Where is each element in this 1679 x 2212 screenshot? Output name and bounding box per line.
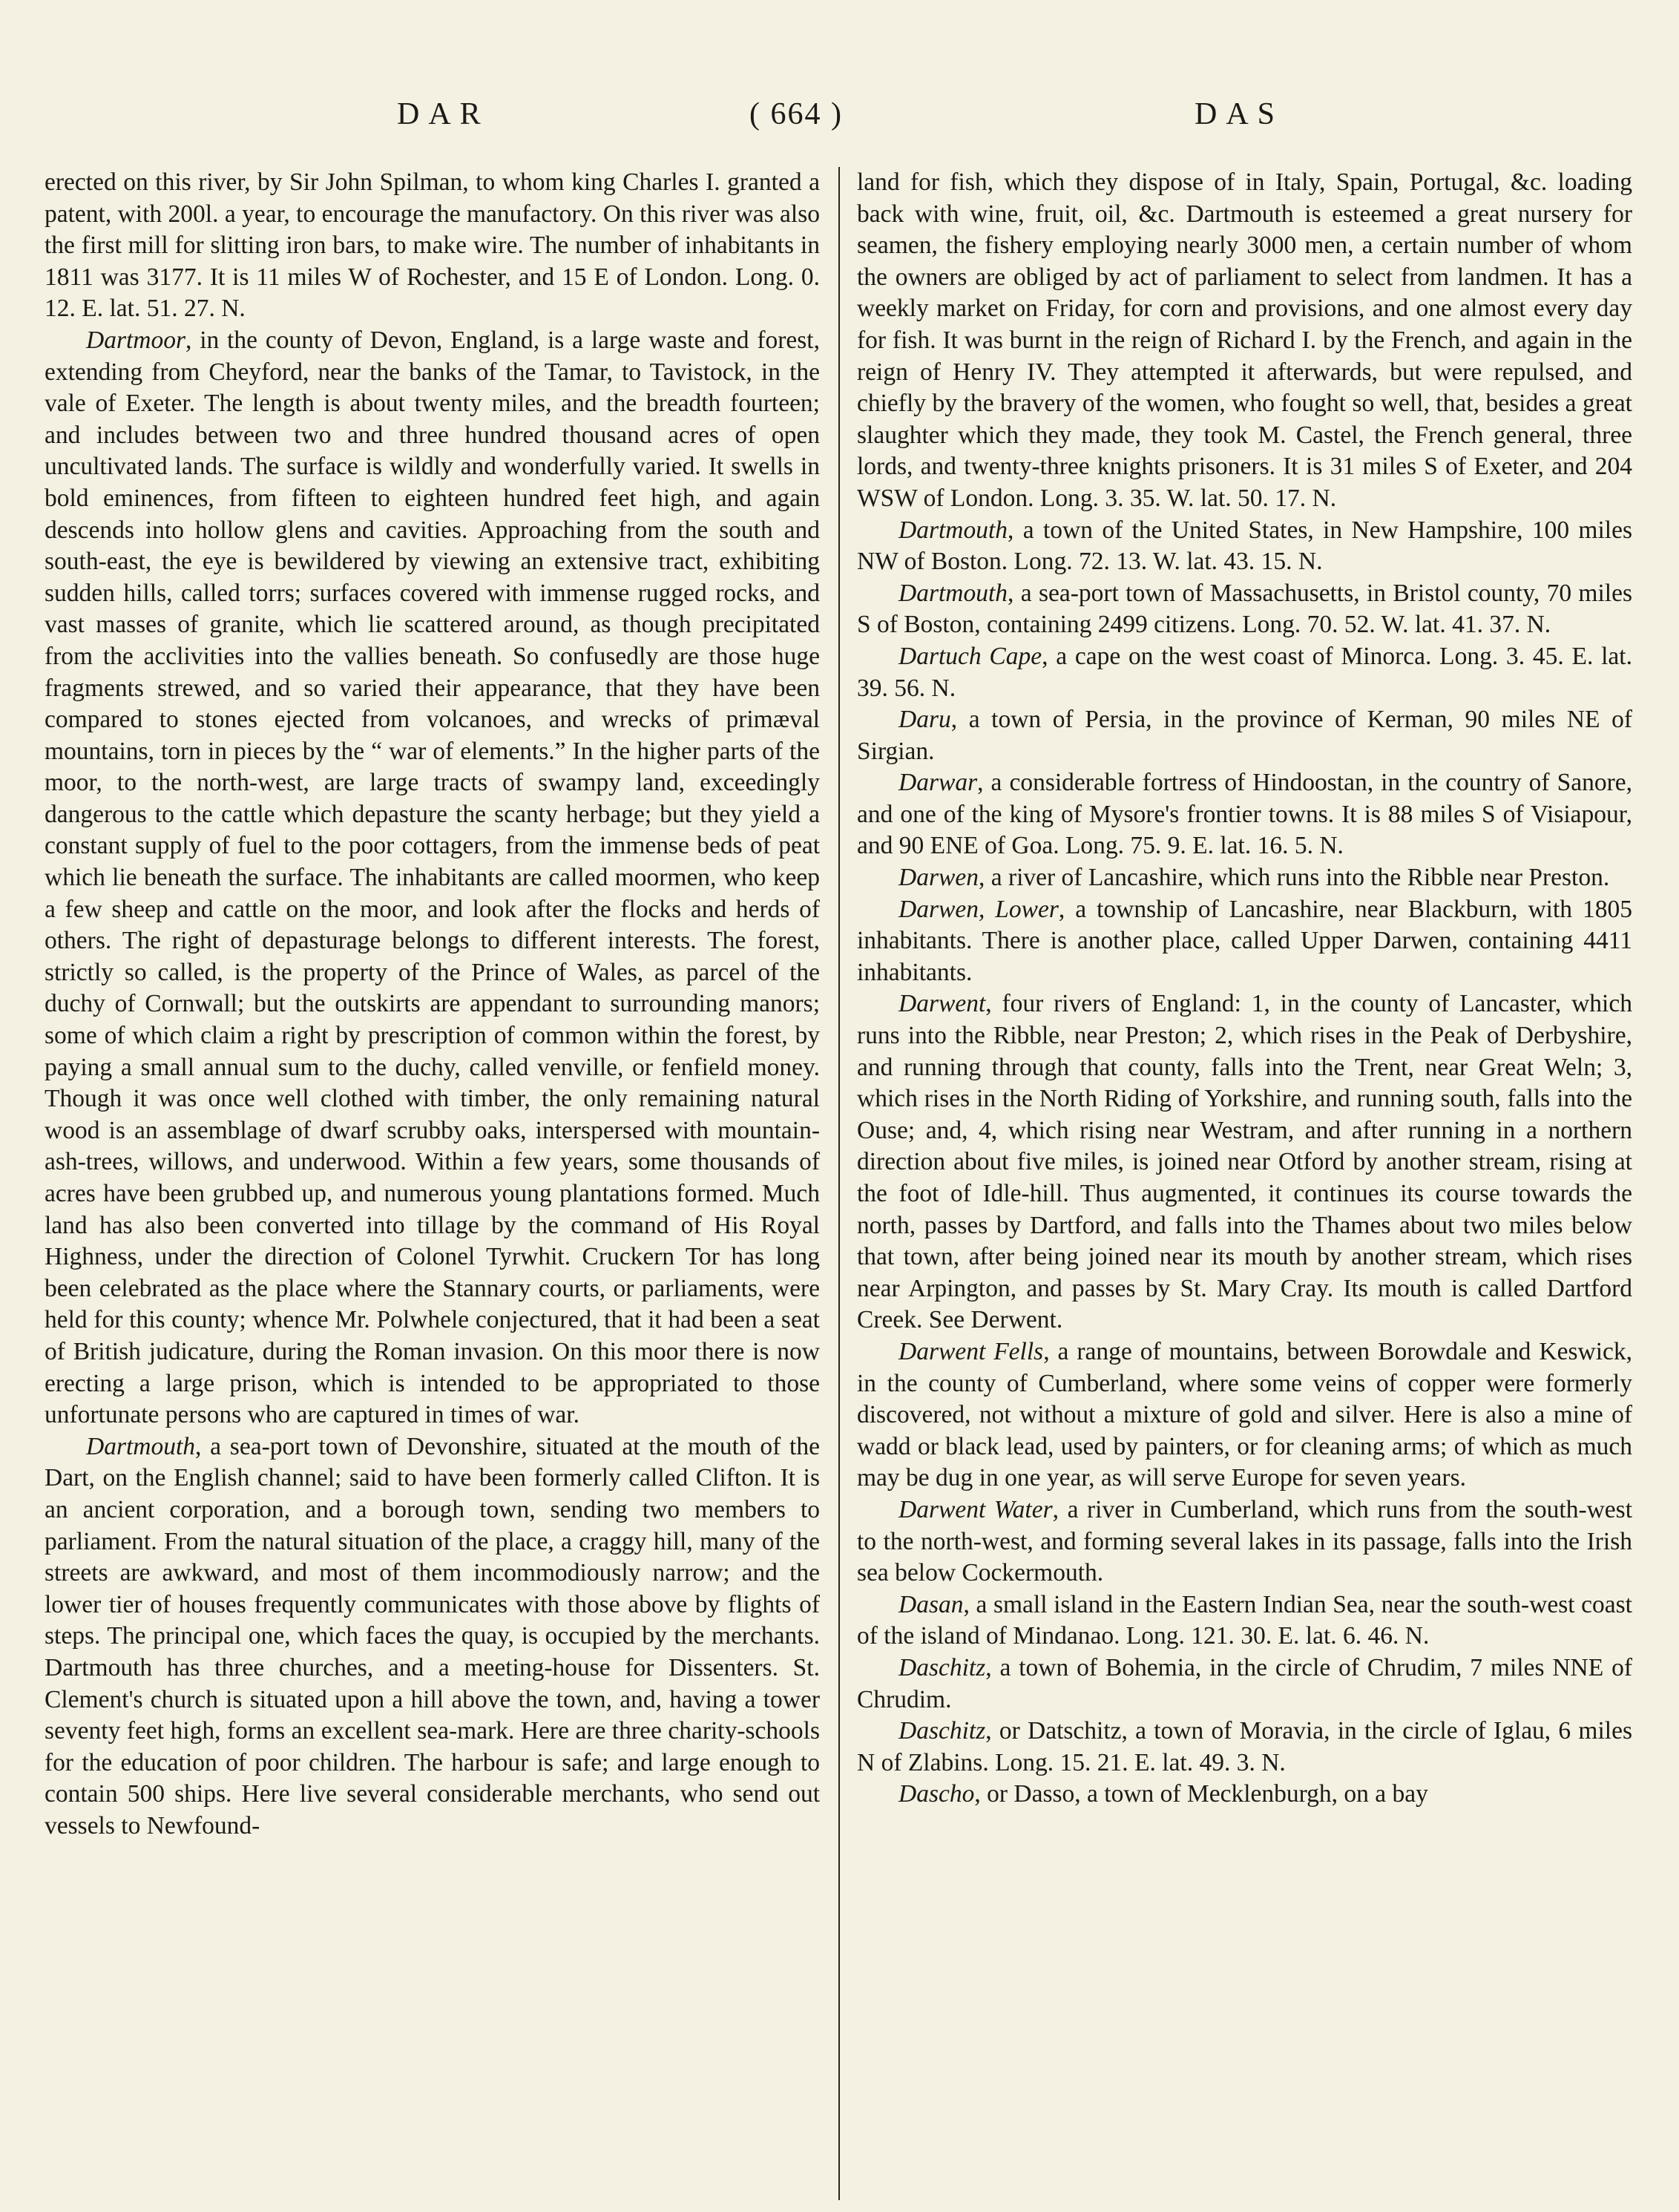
entry-text: , or Datschitz, a town of Moravia, in the circle of Iglau, 6 miles N of Zlabins. Long. 15. 21. E. lat. 49. 3. N.	[857, 1717, 1632, 1776]
dictionary-entry	[857, 1494, 1632, 1589]
entry-text: , a cape on the west coast of Minorca. Long. 3. 45. E. lat. 39. 56. N.	[857, 642, 1632, 702]
entry-text: , a township of Lancashire, near Blackburn, with 1805 inhabitants. There is another place, called Upper Darwen, containing 4411 inhabitants.	[857, 895, 1632, 986]
dictionary-entry	[45, 325, 820, 1431]
dictionary-entry	[857, 862, 1632, 894]
entry-headword: Darwent Fells	[898, 1337, 1044, 1365]
entry-headword: Dascho	[898, 1780, 975, 1808]
entry-headword: Darwen, Lower	[898, 895, 1059, 923]
page-number: ( 664 )	[749, 97, 843, 131]
entry-text: , a sea-port town of Devonshire, situated at the mouth of the Dart, on the English channel; said to have been formerly called Clifton. It is an ancient corporation, and a borough town, sending two members to parliament. From the natural situation of the place, a craggy hill, many of the streets are awkward, and most of them incommodiously narrow; and the lower tier of houses frequently communicates with those above by flights of steps. The principal one, which faces the quay, is occupied by the merchants. Dartmouth has three churches, and a meeting-house for Dissenters. St. Clement's church is situated upon a hill above the town, and, having a tower seventy feet high, forms an excellent sea-mark. Here are three charity-schools for the education of poor children. The harbour is safe; and large enough to contain 500 ships. Here live several considerable merchants, who send out vessels to Newfound-	[45, 1432, 820, 1839]
entry-headword: Daru	[898, 706, 951, 734]
entry-text: , a small island in the Eastern Indian Sea, near the south-west coast of the island of Mindanao. Long. 121. 30. E. lat. 6. 46. N.	[857, 1590, 1632, 1650]
entry-headword: Darwent	[898, 990, 986, 1018]
running-head	[0, 96, 1679, 141]
entry-text: , a town of the United States, in New Hampshire, 100 miles NW of Boston. Long. 72. 13. W. lat. 43. 15. N.	[857, 516, 1632, 576]
entry-text: , or Dasso, a town of Mecklenburgh, on a bay	[974, 1780, 1428, 1808]
entry-headword: Darwar	[898, 769, 978, 797]
dictionary-entry	[857, 167, 1632, 515]
dictionary-entry	[857, 1779, 1632, 1811]
entry-headword: Daschitz	[898, 1717, 986, 1745]
dictionary-entry	[857, 1653, 1632, 1716]
entry-headword: Dartmoor	[86, 326, 186, 354]
entry-text: , in the county of Devon, England, is a large waste and forest, extending from Cheyford, near the banks of the Tamar, to Tavistock, in the vale of Exeter. The length is about twenty miles, and the breadth fourteen; and includes between two and three hundred thousand acres of open uncultivated lands. The surface is wildly and wonderfully varied. It swells in bold eminences, from fifteen to eighteen hundred feet high, and again descends into hollow glens and cavities. Approaching from the south and south-east, the eye is bewildered by viewing an extensive tract, exhibiting sudden hills, called torrs; surfaces covered with immense rugged rocks, and vast masses of granite, which lie scattered around, as though precipitated from the acclivities into the vallies beneath. So confusedly are those huge fragments strewed, and so varied their appearance, that they have been compared to stones ejected from volcanoes, and wrecks of primæval mountains, torn in pieces by the “ war of elements.” In the higher parts of the moor, to the north-west, are large tracts of swampy land, exceedingly dangerous to the cattle which depasture the scanty herbage; but they yield a constant supply of fuel to the poor cottagers, from the immense beds of peat which lie beneath the surface. The inhabitants are called moormen, who keep a few sheep and cattle on the moor, and look after the flocks and herds of others. The right of depasturage belongs to different interests. The forest, strictly so called, is the property of the Prince of Wales, as parcel of the duchy of Cornwall; but the outskirts are appendant to surrounding manors; some of which claim a right by prescription of common within the forest, by paying a small annual sum to the duchy, called venville, or fenfield money. Though it was once well clothed with timber, the only remaining natural wood is an assemblage of dwarf scrubby oaks, interspersed with mountain-ash-trees, willows, and underwood. Within a few years, some thousands of acres have been grubbed up, and numerous young plantations formed. Much land has also been converted into tillage by the command of His Royal Highness, under the direction of Colonel Tyrwhit. Cruckern Tor has long been celebrated as the place where the Stannary courts, or parliaments, were held for this county; whence Mr. Polwhele conjectured, that it had been a seat of British judicature, during the Roman invasion. On this moor there is now erecting a large prison, which is intended to be appropriated to those unfortunate persons who are captured in times of war.	[45, 326, 820, 1429]
dictionary-entry	[857, 988, 1632, 1336]
entry-headword: Dartmouth	[898, 579, 1008, 607]
entry-text: , a town of Persia, in the province of Kerman, 90 miles NE of Sirgian.	[857, 706, 1632, 765]
entry-headword: Dartmouth	[86, 1432, 196, 1460]
entry-headword: Daschitz	[898, 1653, 986, 1681]
entry-headword: Darwent Water	[898, 1495, 1053, 1523]
entry-text: , a range of mountains, between Borowdale and Keswick, in the county of Cumberland, where some veins of copper were formerly discovered, not without a mixture of gold and silver. Here is also a mine of wadd or black lead, used by painters, or for cleaning arms; of which as much may be dug in one year, as will serve Europe for seven years.	[857, 1337, 1632, 1492]
entry-text: erected on this river, by Sir John Spilman, to whom king Charles I. granted a patent, with 200l. a year, to encourage the manufactory. On this river was also the first mill for slitting iron bars, to make wire. The number of inhabitants in 1811 was 3177. It is 11 miles W of Rochester, and 15 E of London. Long. 0. 12. E. lat. 51. 27. N.	[45, 168, 820, 323]
entry-headword: Dasan	[898, 1590, 964, 1618]
dictionary-entry	[857, 578, 1632, 641]
dictionary-entry	[45, 167, 820, 325]
column-divider	[838, 167, 840, 2200]
entry-text: land for fish, which they dispose of in Italy, Spain, Portugal, &c. loading back with wine, fruit, oil, &c. Dartmouth is esteemed a great nursery for seamen, the fishery employing nearly 3000 men, a certain number of whom the owners are obliged by act of parliament to select from landmen. It has a weekly market on Friday, for corn and provisions, and one almost every day for fish. It was burnt in the reign of Richard I. by the French, and again in the reign of Henry IV. They attempted it afterwards, but were repulsed, and chiefly by the bravery of the women, who fought so well, that, besides a great slaughter which they made, they took M. Castel, the French general, three lords, and twenty-three knights prisoners. It is 31 miles S of Exeter, and 204 WSW of London. Long. 3. 35. W. lat. 50. 17. N.	[857, 168, 1632, 512]
dictionary-entry	[857, 1336, 1632, 1494]
entry-text: , a town of Bohemia, in the circle of Chrudim, 7 miles NNE of Chrudim.	[857, 1653, 1632, 1713]
entry-headword: Dartuch Cape	[898, 642, 1042, 670]
entry-text: , a river in Cumberland, which runs from the south-west to the north-west, and forming several lakes in its passage, falls into the Irish sea below Cockermouth.	[857, 1495, 1632, 1587]
dictionary-entry	[857, 704, 1632, 767]
dictionary-entry	[857, 515, 1632, 578]
running-head-right: DAS	[1195, 97, 1284, 131]
dictionary-entry	[857, 641, 1632, 704]
dictionary-entry	[45, 1431, 820, 1842]
left-column	[45, 167, 820, 2185]
dictionary-entry	[857, 767, 1632, 862]
entry-text: , a river of Lancashire, which runs into the Ribble near Preston.	[978, 864, 1610, 892]
dictionary-entry	[857, 1589, 1632, 1653]
dictionary-entry	[857, 1716, 1632, 1779]
entry-text: , four rivers of England: 1, in the county of Lancaster, which runs into the Ribble, near Preston; 2, which rises in the Peak of Derbyshire, and running through that county, falls into the Trent, near Great Weln; 3, which rises in the North Riding of Yorkshire, and running south, falls into the Ouse; and, 4, which rising near Westram, and after running in a northern direction about five miles, is joined near Otford by another stream, rising at the foot of Idle-hill. Thus augmented, it continues its course towards the north, passes by Dartford, and falls into the Thames about two miles below that town, after being joined near its mouth by another stream, which rises near Arpington, and passes by St. Mary Cray. Its mouth is called Dartford Creek. See Derwent.	[857, 990, 1632, 1334]
dictionary-entry	[857, 894, 1632, 989]
entry-headword: Darwen	[898, 864, 979, 892]
right-column	[857, 167, 1632, 2185]
entry-text: , a sea-port town of Massachusetts, in Bristol county, 70 miles S of Boston, containing 2499 citizens. Long. 70. 52. W. lat. 41. 37. N.	[857, 579, 1632, 639]
entry-headword: Dartmouth	[898, 516, 1008, 544]
entry-text: , a considerable fortress of Hindoostan, in the country of Sanore, and one of the king of Mysore's frontier towns. It is 88 miles S of Visiapour, and 90 ENE of Goa. Long. 75. 9. E. lat. 16. 5. N.	[857, 769, 1632, 860]
running-head-left: DAR	[397, 97, 490, 131]
